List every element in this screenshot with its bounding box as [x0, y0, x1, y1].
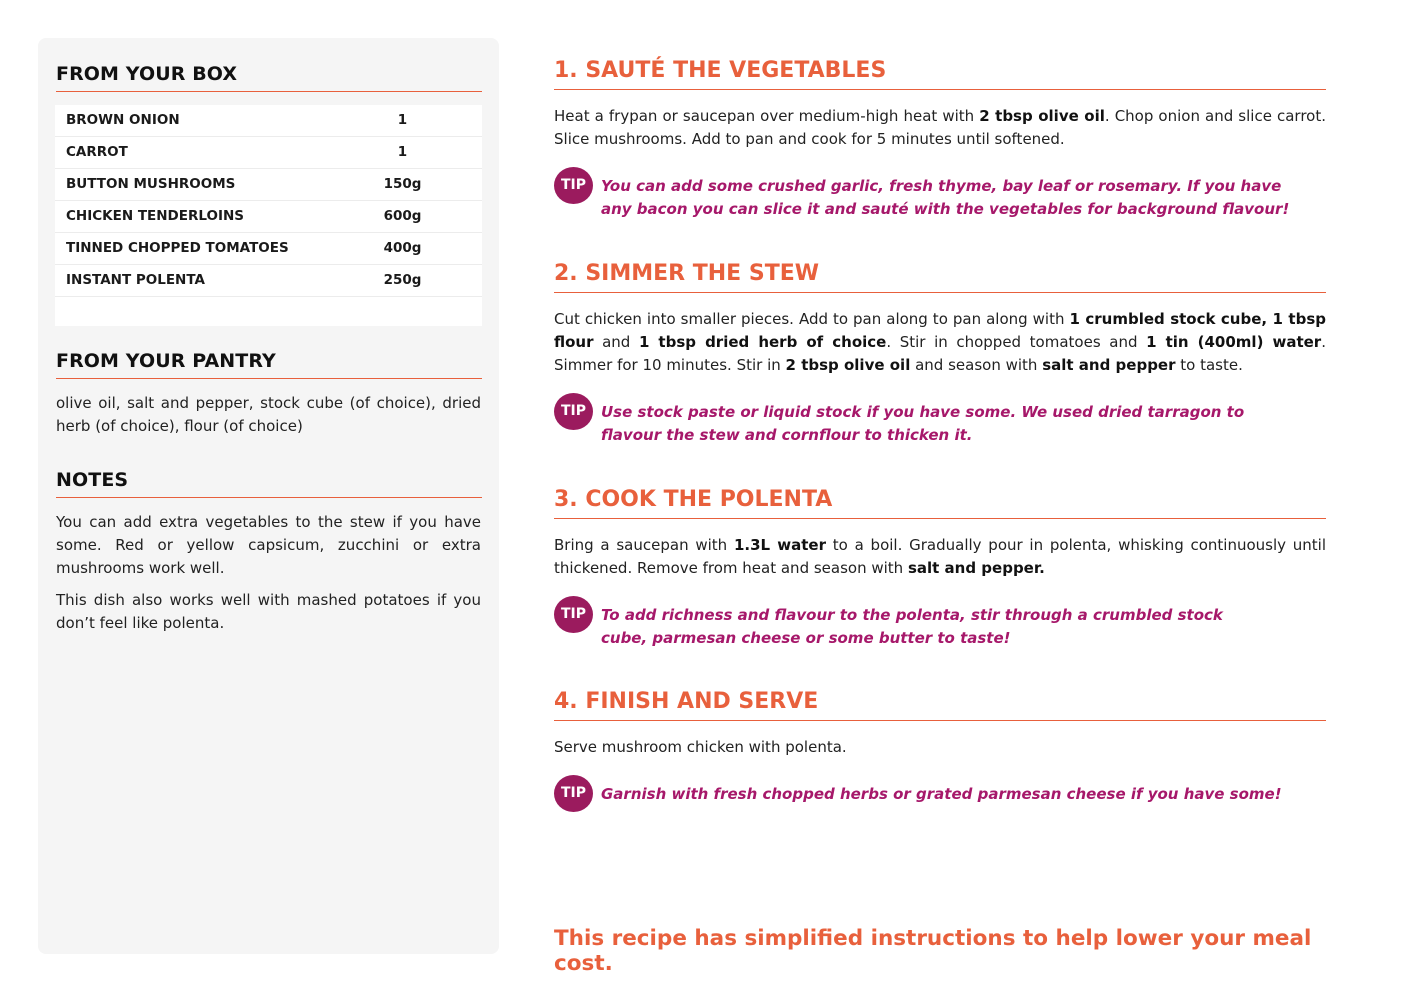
tip-badge: TIP: [554, 393, 593, 430]
item-quantity: 400g: [383, 240, 422, 256]
step-4-heading: 4. FINISH AND SERVE: [554, 689, 1326, 721]
step-3-heading: 3. COOK THE POLENTA: [554, 487, 1326, 519]
text-segment: . Chop onion and slice carrot. Slice mushrooms. Add to pan and cook for 5 minutes until softened.: [554, 107, 1326, 148]
table-row: [55, 137, 482, 169]
step-1-heading: 1. SAUTÉ THE VEGETABLES: [554, 58, 1326, 90]
table-row: [55, 169, 482, 201]
bold-segment: 1 tin (400ml) water: [1146, 333, 1322, 351]
item-name: BUTTON MUSHROOMS: [66, 176, 236, 192]
item-name: CHICKEN TENDERLOINS: [66, 208, 245, 224]
text-segment: and: [593, 333, 639, 351]
bold-segment: 2 tbsp olive oil: [785, 356, 911, 374]
tip-badge: TIP: [554, 596, 593, 633]
step-1-tip: You can add some crushed garlic, fresh thyme, bay leaf or rosemary. If you have any bacon you can slice it and sauté with the vegetables for background flavour!: [601, 177, 1290, 218]
item-quantity: 250g: [383, 272, 422, 288]
from-your-box-heading: FROM YOUR BOX: [56, 63, 482, 92]
from-your-pantry-heading: FROM YOUR PANTRY: [56, 350, 482, 379]
item-name: CARROT: [66, 144, 128, 160]
item-quantity: 1: [397, 144, 408, 160]
item-quantity: 600g: [383, 208, 422, 224]
item-name: BROWN ONION: [66, 112, 180, 128]
text-segment: Heat a frypan or saucepan over medium-high heat with: [554, 107, 980, 125]
bold-segment: 2 tbsp olive oil: [979, 107, 1105, 125]
box-items-table: [55, 105, 482, 326]
text-segment: Bring a saucepan with: [554, 536, 734, 554]
bold-segment: 1 tbsp dried herb of choice: [638, 333, 887, 351]
table-row: [55, 201, 482, 233]
table-row: [55, 265, 482, 297]
note-paragraph: This dish also works well with mashed potatoes if you don’t feel like polenta.: [56, 591, 481, 632]
step-2-heading: 2. SIMMER THE STEW: [554, 261, 1326, 293]
text-segment: . Simmer for 10 minutes. Stir in: [554, 333, 1326, 374]
bold-segment: 1.3L water: [733, 536, 827, 554]
tip-badge: TIP: [554, 775, 593, 812]
step-1-instructions: [554, 105, 1326, 151]
item-name: INSTANT POLENTA: [66, 272, 205, 288]
step-3-tip: To add richness and flavour to the polenta, stir through a crumbled stock cube, parmesan cheese or some butter to taste!: [601, 606, 1223, 647]
bold-segment: salt and pepper.: [907, 559, 1045, 577]
table-row: [55, 233, 482, 265]
table-row: [55, 105, 482, 137]
ingredients-panel: [38, 38, 499, 954]
text-segment: to a boil. Gradually pour in polenta, whisking continuously until thickened. Remove from heat and season with: [554, 536, 1327, 577]
step-4-instructions: [554, 736, 1326, 759]
step-4-tip: Garnish with fresh chopped herbs or grated parmesan cheese if you have some!: [601, 785, 1282, 803]
item-name: TINNED CHOPPED TOMATOES: [66, 240, 289, 256]
text-segment: Cut chicken into smaller pieces. Add to pan along to pan along with: [554, 310, 1070, 328]
bold-segment: salt and pepper: [1042, 356, 1176, 374]
item-quantity: 1: [397, 112, 408, 128]
text-segment: . Stir in chopped tomatoes and: [886, 333, 1147, 351]
item-quantity: 150g: [383, 176, 422, 192]
text-segment: and season with: [910, 356, 1043, 374]
pantry-list: olive oil, salt and pepper, stock cube (of choice), dried herb (of choice), flour (of choice): [56, 394, 481, 435]
step-2-tip: Use stock paste or liquid stock if you have some. We used dried tarragon to flavour the stew and cornflour to thicken it.: [601, 403, 1245, 444]
text-segment: to taste.: [1175, 356, 1243, 374]
note-paragraph: You can add extra vegetables to the stew if you have some. Red or yellow capsicum, zucchini or extra mushrooms work well.: [56, 513, 481, 577]
notes-heading: NOTES: [56, 469, 482, 498]
footer-note: This recipe has simplified instructions to help lower your meal cost.: [554, 926, 1312, 976]
tip-badge: TIP: [554, 167, 593, 204]
step-2-instructions: [554, 308, 1326, 377]
bold-segment: 1 crumbled stock cube, 1 tbsp flour: [554, 310, 1326, 351]
step-3-instructions: [554, 534, 1326, 580]
text-segment: Serve mushroom chicken with polenta.: [554, 738, 847, 756]
